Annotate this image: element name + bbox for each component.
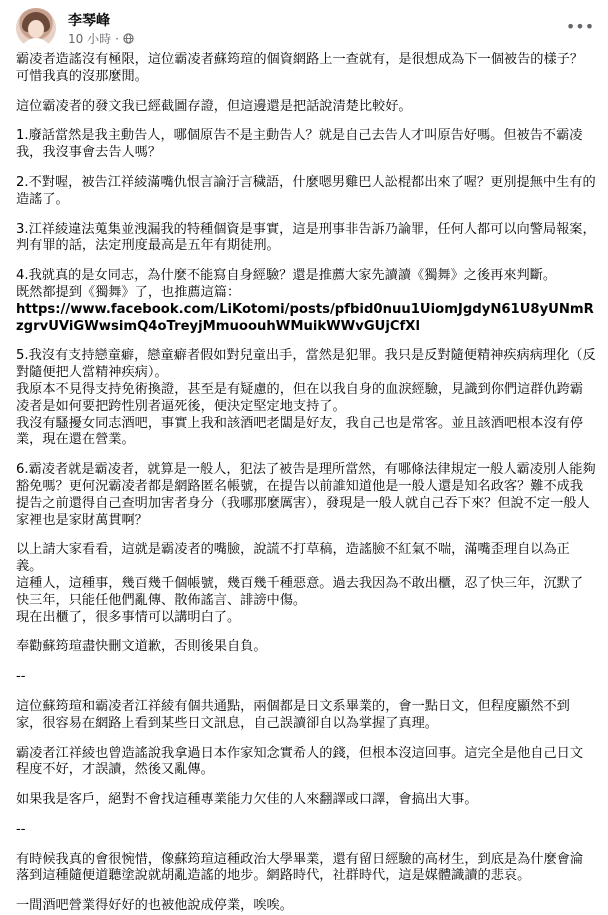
paragraph: 有時候我真的會很惋惜，像蘇筠瑄這種政治大學畢業，還有留日經驗的高材生，到底是為什麼會淪落到這種隨便道聽塗說就胡亂造謠的地步。網路時代，社群時代，這是媒體識讀的悲哀。 xyxy=(16,851,584,884)
more-options-button[interactable] xyxy=(566,12,594,40)
paragraph: 這位霸凌者的發文我已經截圖存證，但這邊還是把話說清楚比較好。 xyxy=(16,98,412,114)
more-horizontal-icon: ••• xyxy=(565,16,595,36)
paragraph: 3.江祥綾違法蒐集並洩漏我的特種個資是事實，這是刑事非告訴乃論罪，任何人都可以向警局報案，判有罪的話，法定刑度最高是五年有期徒刑。 xyxy=(16,221,596,254)
paragraph: 霸凌者江祥綾也曾造謠說我拿過日本作家知念實希人的錢，但根本沒這回事。這完全是他自己日文程度不好，才誤讀，然後又亂傳。 xyxy=(16,745,584,778)
paragraph: 霸凌者造謠沒有極限，這位霸凌者蘇筠瑄的個資網路上一查就有，是很想成為下一個被告的樣子？可惜我真的沒那麼閒。 xyxy=(16,52,584,84)
paragraph: 奉勸蘇筠瑄盡快刪文道歉，否則後果自負。 xyxy=(16,639,267,655)
post-body xyxy=(16,52,596,915)
divider-text: -- xyxy=(16,821,26,837)
meta-separator: · xyxy=(115,31,119,46)
post-time[interactable]: 10 小時 xyxy=(68,32,112,46)
author-name[interactable]: 李琴峰 xyxy=(68,13,110,29)
globe-icon xyxy=(123,33,134,44)
paragraph: 4.我就真的是女同志，為什麼不能寫自身經驗？還是推薦大家先讀讀《獨舞》之後再來判斷。 既然都提到《獨舞》了，也推薦這篇： xyxy=(16,268,557,300)
post-meta xyxy=(68,30,134,47)
paragraph: 2.不對喔，被告江祥綾滿嘴仇恨言論汙言穢語，什麼嗯男雞巴人訟棍都出來了喔？更別提無中生有的造謠了。 xyxy=(16,174,596,207)
paragraph: 5.我沒有支持戀童癖，戀童癖者假如對兒童出手，當然是犯罪。我只是反對隨便精神疾病病理化（反對隨便把人當精神疾病）。 我原本不見得支持免術換證，甚至是有疑慮的，但在以我自身的血淚經驗，見識到你們這群仇跨霸凌者是如何要把跨性別者逼死後，便決定堅定地支持了。 我沒有騷擾女同志酒吧，事實上我和該酒吧老闆是好友，我自己也是常客。並且該酒吧根本沒有停業，現在還在營業。 xyxy=(16,348,596,448)
paragraph: 6.霸凌者就是霸凌者，就算是一般人，犯法了被告是理所當然，有哪條法律規定一般人霸凌別人能夠豁免嗎？更何況霸凌者都是網路匿名帳號，在提告以前誰知道他是一般人還是知名政客？難不成我提告之前還得自己查明加害者身分（我哪那麼厲害），發現是一般人就自己吞下來？但說不定一般人家裡也是家財萬貫啊？ xyxy=(16,462,596,528)
paragraph: 如果我是客戶，絕對不會找這種專業能力欠佳的人來翻譯或口譯，會搞出大事。 xyxy=(16,792,478,808)
paragraph: 一間酒吧營業得好好的也被他說成停業，唉唉。 xyxy=(16,898,293,914)
post-link[interactable]: https://www.facebook.com/LiKotomi/posts/pfbid0nuu1UiomJgdyN61U8yUNmRzgrvUViGWwsimQ4oTreyjMmuoouhWMuikWWvGUjCfXl xyxy=(16,301,594,334)
post-header xyxy=(16,0,596,52)
paragraph: 這位蘇筠瑄和霸凌者江祥綾有個共通點，兩個都是日文系畢業的，會一點日文，但程度顯然不到家，很容易在網路上看到某些日文訊息，自己誤讀卻自以為掌握了真理。 xyxy=(16,698,570,731)
author-avatar[interactable] xyxy=(16,8,56,48)
paragraph: 1.廢話當然是我主動告人，哪個原告不是主動告人？就是自己去告人才叫原告好嗎。但被告不霸凌我，我沒事會去告人嗎？ xyxy=(16,128,583,161)
paragraph: 以上請大家看看，這就是霸凌者的嘴臉，說謊不打草稿，造謠臉不紅氣不喘，滿嘴歪理自以為正義。 這種人，這種事，幾百幾千個帳號，幾百幾千種惡意。過去我因為不敢出櫃，忍了快三年，沉默了快三年，只能任他們亂傳、散佈謠言、誹謗中傷。 現在出櫃了，很多事情可以講明白了。 xyxy=(16,542,584,625)
divider-text: -- xyxy=(16,669,26,685)
